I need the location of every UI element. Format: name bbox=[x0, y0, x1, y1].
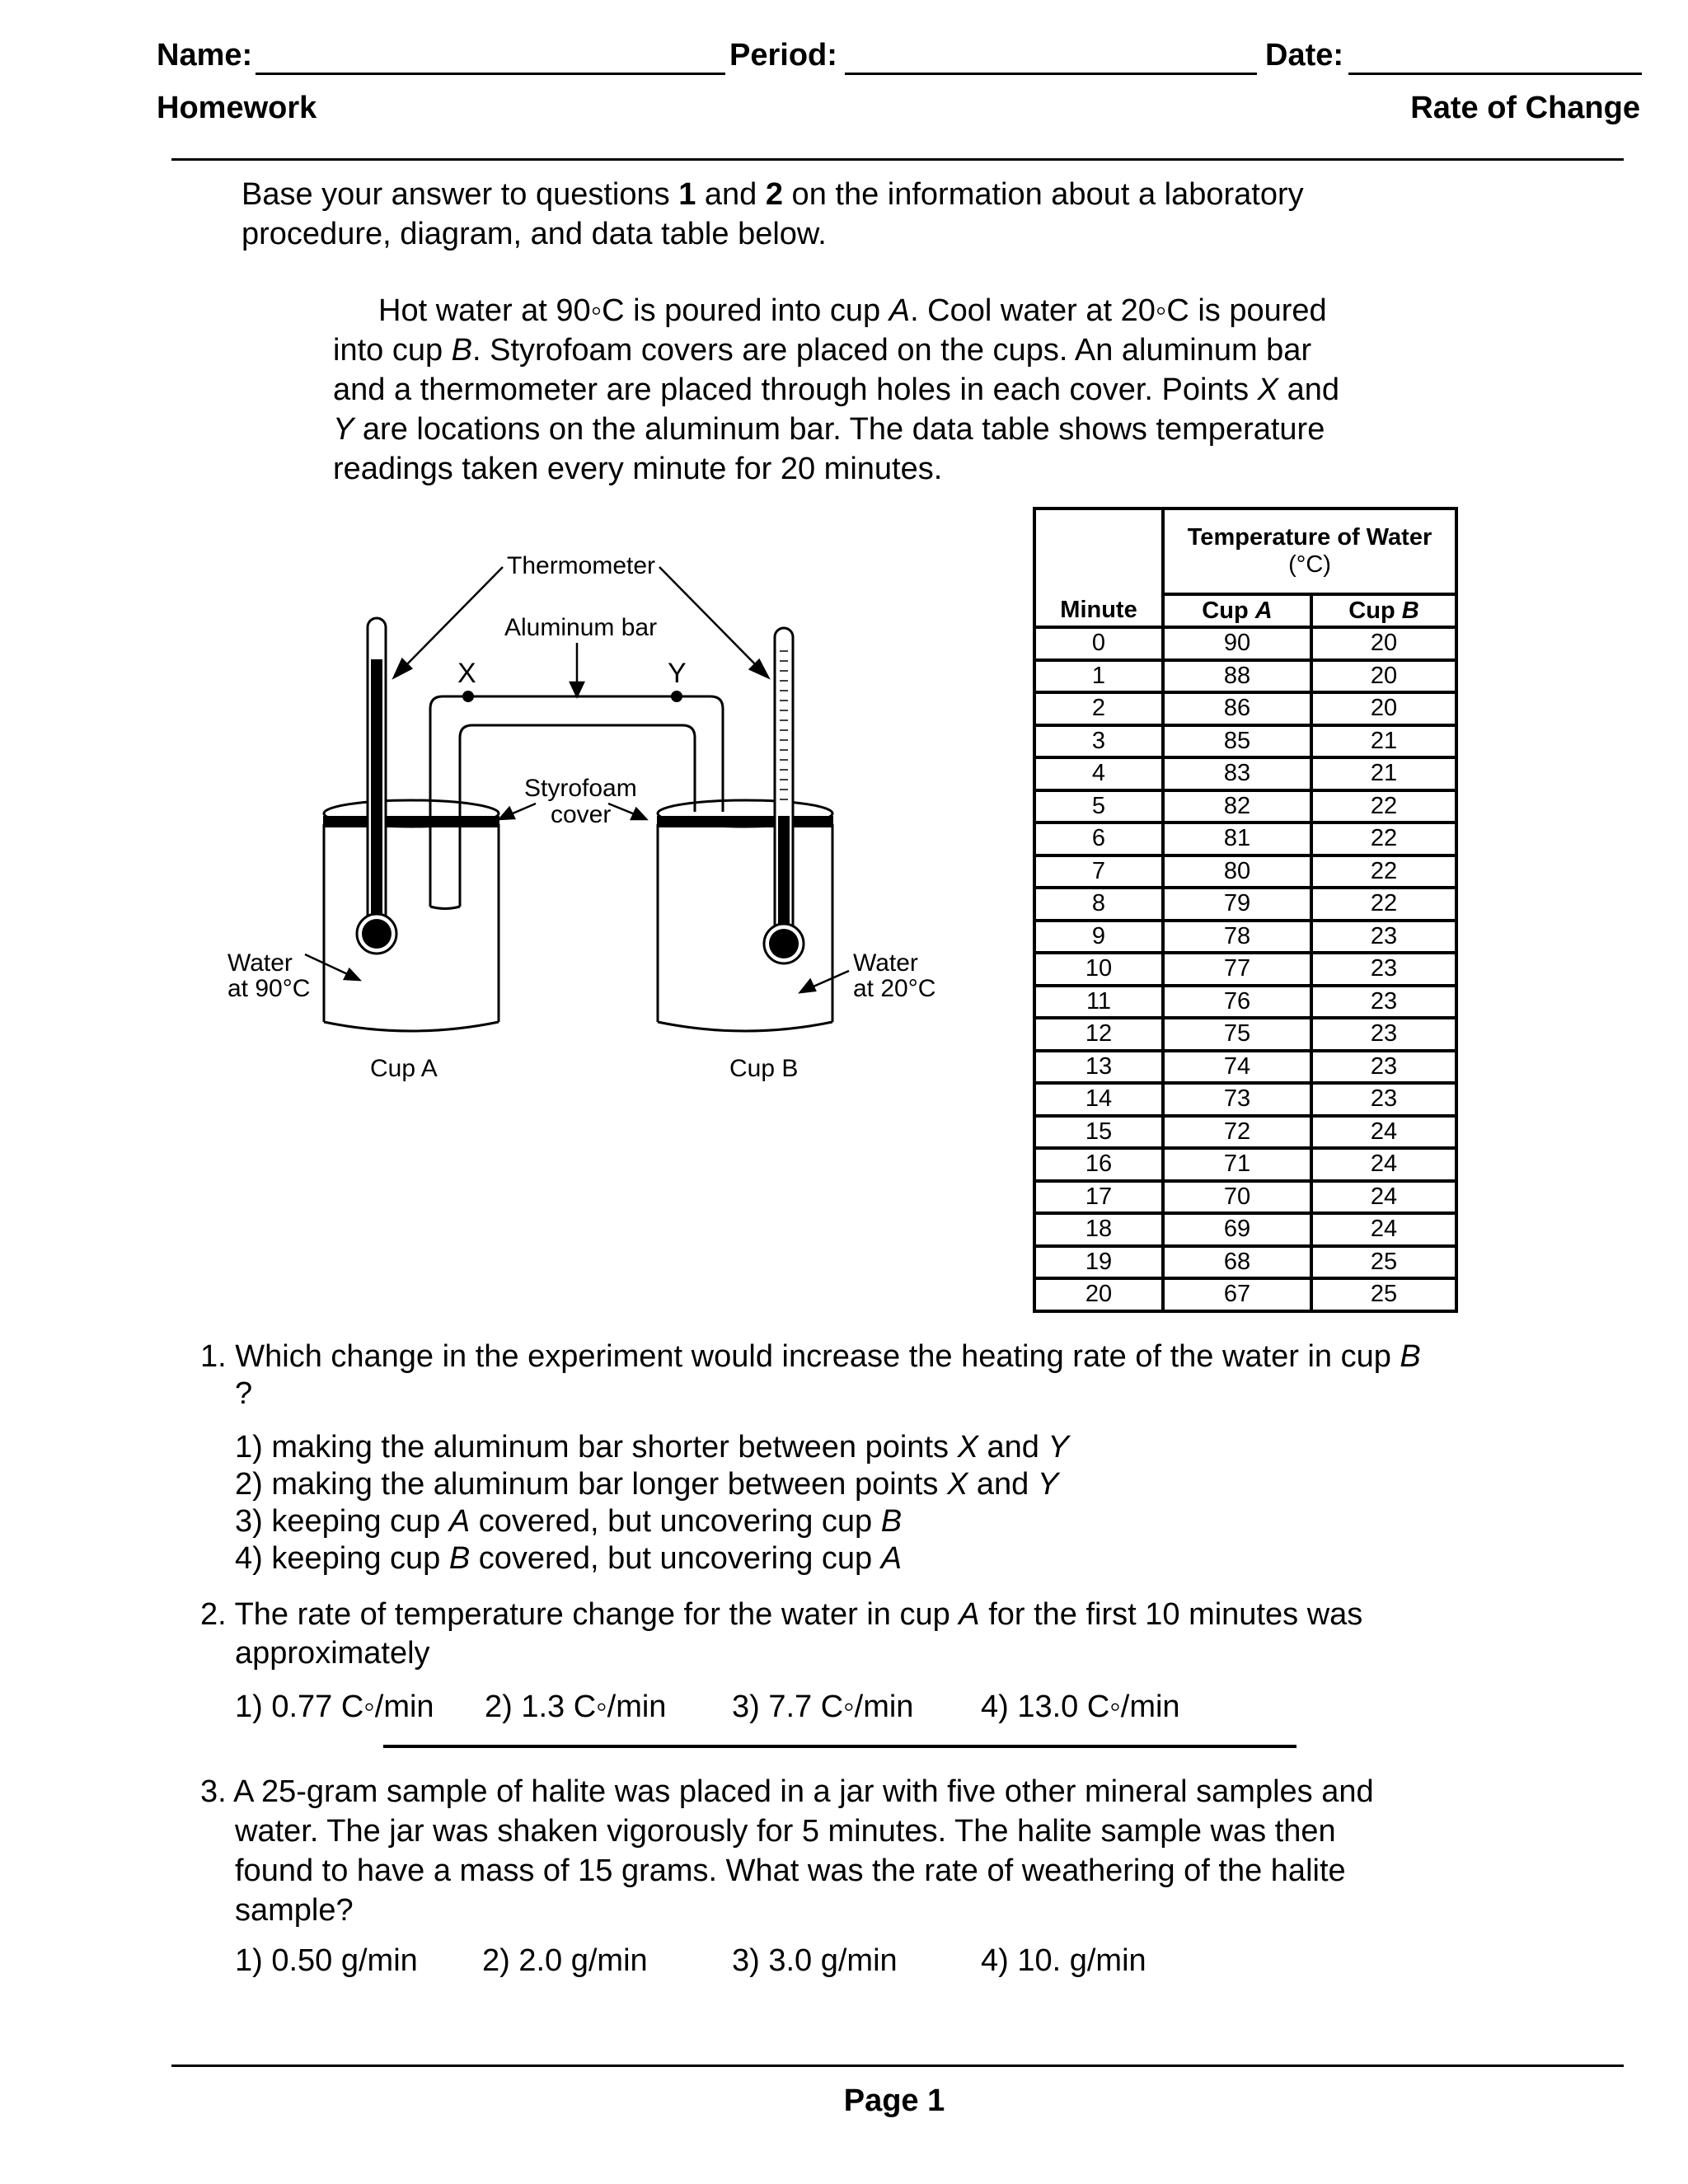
cell-minute: 5 bbox=[1034, 790, 1163, 823]
label-cup-a: Cup A bbox=[370, 1055, 438, 1082]
cell-cup-a: 81 bbox=[1163, 823, 1311, 855]
name-label: Name: bbox=[157, 38, 253, 73]
q1-choice-2[interactable]: 2) making the aluminum bar longer between points X and Y bbox=[235, 1467, 1059, 1502]
cell-cup-a: 77 bbox=[1163, 953, 1311, 986]
cell-minute: 9 bbox=[1034, 921, 1163, 954]
cell-cup-a: 78 bbox=[1163, 921, 1311, 954]
table-group-header: Temperature of Water (°C) bbox=[1163, 509, 1456, 594]
cell-cup-b: 20 bbox=[1311, 627, 1456, 660]
cell-cup-a: 86 bbox=[1163, 692, 1311, 725]
table-row bbox=[1034, 986, 1456, 1019]
cell-minute: 17 bbox=[1034, 1181, 1163, 1214]
label-thermometer: Thermometer bbox=[507, 552, 656, 579]
table-row bbox=[1034, 823, 1456, 855]
table-row bbox=[1034, 757, 1456, 790]
q2-choice-1[interactable]: 1) 0.77 C◦/min bbox=[235, 1690, 434, 1724]
cell-cup-b: 25 bbox=[1311, 1246, 1456, 1279]
table-row bbox=[1034, 725, 1456, 758]
point-x-marker bbox=[462, 691, 474, 702]
cell-cup-a: 71 bbox=[1163, 1148, 1311, 1181]
cell-cup-a: 88 bbox=[1163, 660, 1311, 693]
label-cover: cover bbox=[551, 801, 612, 828]
cell-cup-a: 79 bbox=[1163, 888, 1311, 921]
date-line[interactable] bbox=[1348, 73, 1642, 75]
q2-choice-2[interactable]: 2) 1.3 C◦/min bbox=[485, 1690, 667, 1724]
cell-cup-b: 20 bbox=[1311, 692, 1456, 725]
cup-a-shape bbox=[323, 800, 499, 1031]
label-point-y: Y bbox=[668, 658, 687, 689]
table-row bbox=[1034, 692, 1456, 725]
thermometer-b-shape bbox=[764, 628, 804, 963]
q2-choice-3[interactable]: 3) 7.7 C◦/min bbox=[732, 1690, 914, 1724]
cell-cup-b: 23 bbox=[1311, 1018, 1456, 1051]
table-row bbox=[1034, 1083, 1456, 1116]
table-row bbox=[1034, 921, 1456, 954]
table-row bbox=[1034, 953, 1456, 986]
page-title: Rate of Change bbox=[1410, 91, 1640, 125]
intro-text: Base your answer to questions 1 and 2 on the information about a laboratory procedure, diagram, and data table below. bbox=[241, 177, 1304, 251]
cell-cup-a: 82 bbox=[1163, 790, 1311, 823]
cell-minute: 6 bbox=[1034, 823, 1163, 855]
cell-cup-a: 68 bbox=[1163, 1246, 1311, 1279]
cell-cup-a: 74 bbox=[1163, 1051, 1311, 1084]
q3-choice-2[interactable]: 2) 2.0 g/min bbox=[482, 1943, 648, 1978]
table-row bbox=[1034, 888, 1456, 921]
q1-choice-3[interactable]: 3) keeping cup A covered, but uncovering cup B bbox=[235, 1504, 903, 1539]
question-3-stem: 3. A 25-gram sample of halite was placed in a jar with five other mineral samples and water. The jar was shaken vigorously for 5 minutes. The halite sample was then found to have a mass of 15 grams. What was the rate of weathering of the halite sample? bbox=[200, 1774, 1374, 1928]
thermometer-a-shape bbox=[357, 618, 396, 954]
label-styrofoam: Styrofoam bbox=[524, 775, 637, 802]
cell-minute: 14 bbox=[1034, 1083, 1163, 1116]
cell-cup-b: 24 bbox=[1311, 1148, 1456, 1181]
table-row bbox=[1034, 790, 1456, 823]
q1-choice-1[interactable]: 1) making the aluminum bar shorter between points X and Y bbox=[235, 1430, 1069, 1465]
cell-cup-a: 90 bbox=[1163, 627, 1311, 660]
label-cup-b: Cup B bbox=[729, 1055, 799, 1082]
cell-cup-a: 76 bbox=[1163, 986, 1311, 1019]
table-row bbox=[1034, 627, 1456, 660]
question-1-stem-end: ? bbox=[235, 1376, 253, 1411]
cell-minute: 12 bbox=[1034, 1018, 1163, 1051]
cell-minute: 20 bbox=[1034, 1278, 1163, 1311]
label-water-a-2: at 90°C bbox=[227, 975, 311, 1002]
period-label: Period: bbox=[729, 38, 837, 73]
question-1-stem: 1. Which change in the experiment would increase the heating rate of the water in cup B bbox=[200, 1339, 1421, 1374]
cell-cup-b: 20 bbox=[1311, 660, 1456, 693]
table-row bbox=[1034, 1246, 1456, 1279]
table-row bbox=[1034, 1018, 1456, 1051]
cell-cup-a: 73 bbox=[1163, 1083, 1311, 1116]
q3-choice-3[interactable]: 3) 3.0 g/min bbox=[732, 1943, 898, 1978]
cell-minute: 15 bbox=[1034, 1116, 1163, 1149]
cell-cup-a: 69 bbox=[1163, 1213, 1311, 1246]
cell-minute: 18 bbox=[1034, 1213, 1163, 1246]
cell-cup-a: 83 bbox=[1163, 757, 1311, 790]
cell-minute: 13 bbox=[1034, 1051, 1163, 1084]
q1-choice-4[interactable]: 4) keeping cup B covered, but uncovering cup A bbox=[235, 1541, 903, 1576]
q2-choice-4[interactable]: 4) 13.0 C◦/min bbox=[981, 1690, 1180, 1724]
point-y-marker bbox=[671, 691, 682, 702]
cup-b-shape bbox=[657, 800, 833, 1031]
q3-choice-1[interactable]: 1) 0.50 g/min bbox=[235, 1943, 418, 1978]
cell-cup-b: 21 bbox=[1311, 725, 1456, 758]
label-water-b-2: at 20°C bbox=[853, 975, 936, 1002]
cell-cup-a: 85 bbox=[1163, 725, 1311, 758]
date-label: Date: bbox=[1265, 38, 1344, 73]
cell-cup-b: 22 bbox=[1311, 790, 1456, 823]
cell-cup-b: 22 bbox=[1311, 823, 1456, 855]
section-divider bbox=[383, 1745, 1296, 1748]
q3-choice-4[interactable]: 4) 10. g/min bbox=[981, 1943, 1146, 1978]
label-aluminum-bar: Aluminum bar bbox=[504, 614, 658, 641]
cell-cup-b: 23 bbox=[1311, 1083, 1456, 1116]
cell-cup-b: 22 bbox=[1311, 855, 1456, 888]
col-cup-b-header: Cup B bbox=[1311, 594, 1456, 627]
table-row bbox=[1034, 1051, 1456, 1084]
cell-cup-b: 25 bbox=[1311, 1278, 1456, 1311]
table-row bbox=[1034, 1278, 1456, 1311]
question-2-stem: 2. The rate of temperature change for the water in cup A for the first 10 minutes was bbox=[200, 1597, 1363, 1632]
cell-cup-b: 22 bbox=[1311, 888, 1456, 921]
label-water-b-1: Water bbox=[853, 949, 918, 977]
cell-cup-b: 23 bbox=[1311, 1051, 1456, 1084]
cell-cup-a: 70 bbox=[1163, 1181, 1311, 1214]
cell-cup-b: 24 bbox=[1311, 1116, 1456, 1149]
label-water-a-1: Water bbox=[227, 949, 293, 977]
label-point-x: X bbox=[457, 658, 476, 689]
table-row bbox=[1034, 855, 1456, 888]
cell-cup-b: 21 bbox=[1311, 757, 1456, 790]
cell-cup-b: 23 bbox=[1311, 921, 1456, 954]
cell-cup-a: 67 bbox=[1163, 1278, 1311, 1311]
table-row bbox=[1034, 1148, 1456, 1181]
table-row bbox=[1034, 1116, 1456, 1149]
footer-divider bbox=[171, 2064, 1624, 2067]
cell-minute: 0 bbox=[1034, 627, 1163, 660]
cell-minute: 3 bbox=[1034, 725, 1163, 758]
cell-cup-b: 23 bbox=[1311, 986, 1456, 1019]
homework-label: Homework bbox=[157, 91, 317, 125]
page-number: Page 1 bbox=[843, 2083, 945, 2118]
cell-minute: 8 bbox=[1034, 888, 1163, 921]
cell-cup-a: 80 bbox=[1163, 855, 1311, 888]
cell-minute: 10 bbox=[1034, 953, 1163, 986]
cell-minute: 7 bbox=[1034, 855, 1163, 888]
col-cup-a-header: Cup A bbox=[1163, 594, 1311, 627]
cell-cup-b: 24 bbox=[1311, 1213, 1456, 1246]
table-row bbox=[1034, 660, 1456, 693]
cell-minute: 11 bbox=[1034, 986, 1163, 1019]
cell-cup-b: 24 bbox=[1311, 1181, 1456, 1214]
cell-minute: 4 bbox=[1034, 757, 1163, 790]
cell-minute: 1 bbox=[1034, 660, 1163, 693]
cell-cup-a: 72 bbox=[1163, 1116, 1311, 1149]
col-minute-header: Minute bbox=[1034, 594, 1163, 627]
temperature-table bbox=[1033, 507, 1458, 1313]
table-row bbox=[1034, 1181, 1456, 1214]
cell-cup-a: 75 bbox=[1163, 1018, 1311, 1051]
procedure-text: Hot water at 90◦C is poured into cup A. Cool water at 20◦C is poured into cup B. Styrofoam covers are placed on the cups. An aluminum bar and a thermometer are placed through holes in each cover. Points X and Y are locations on the aluminum bar. The data table shows temperature readings taken every minute for 20 minutes. bbox=[333, 293, 1339, 486]
cell-minute: 2 bbox=[1034, 692, 1163, 725]
table-row bbox=[1034, 1213, 1456, 1246]
cell-minute: 16 bbox=[1034, 1148, 1163, 1181]
cell-cup-b: 23 bbox=[1311, 953, 1456, 986]
question-2-stem-end: approximately bbox=[235, 1636, 430, 1671]
cell-minute: 19 bbox=[1034, 1246, 1163, 1279]
